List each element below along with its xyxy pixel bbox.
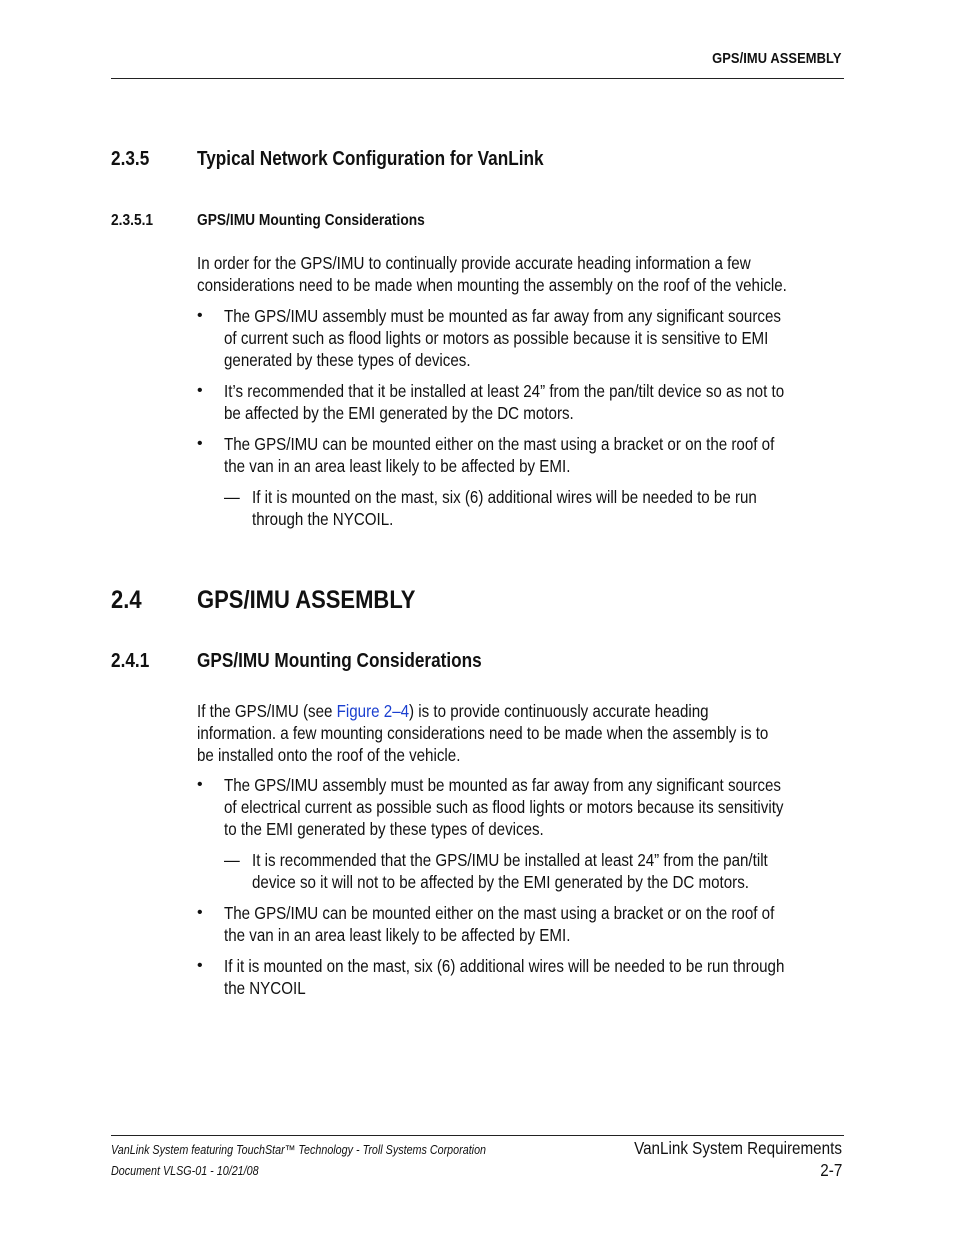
bullet-marker: •	[197, 904, 203, 921]
footer-product-line: VanLink System featuring TouchStar™ Technology - Troll Systems Corporation	[111, 1143, 487, 1157]
text-line: It’s recommended that it be installed at least 24” from the pan/tilt device so as not to	[224, 381, 785, 401]
bullet-marker: •	[197, 382, 203, 399]
bullet-item	[224, 902, 860, 946]
intro-text-after-link: ) is to provide continuously accurate heading	[409, 701, 709, 721]
sub-bullet-item	[252, 849, 848, 893]
text-line: of current such as flood lights or motors as possible because it is sensitive to EMI	[224, 328, 769, 348]
text-line: through the NYCOIL.	[252, 509, 394, 529]
text-line: device so it will not to be affected by the EMI generated by the DC motors.	[252, 872, 749, 892]
text-line: the van in an area least likely to be affected by EMI.	[224, 925, 571, 945]
section-heading-2-3-5-1: GPS/IMU Mounting Considerations	[197, 212, 425, 229]
header-rule	[111, 78, 844, 79]
text-line: If it is mounted on the mast, six (6) additional wires will be needed to be run through	[224, 956, 785, 976]
text-line	[197, 700, 768, 722]
page-number: 2-7	[819, 1160, 842, 1180]
text-line: The GPS/IMU assembly must be mounted as far away from any significant sources	[224, 306, 781, 326]
footer-rule	[111, 1135, 844, 1136]
bullet-marker: •	[197, 957, 203, 974]
footer-document-id: Document VLSG-01 - 10/21/08	[111, 1164, 259, 1178]
text-line: The GPS/IMU can be mounted either on the mast using a bracket or on the roof of	[224, 903, 775, 923]
text-line: of electrical current as possible such as flood lights or motors because its sensitivity	[224, 797, 784, 817]
text-line: the van in an area least likely to be affected by EMI.	[224, 456, 571, 476]
text-line: be installed onto the roof of the vehicle.	[197, 745, 461, 765]
bullet-item	[224, 433, 860, 477]
intro-text-before-link: If the GPS/IMU (see	[197, 701, 337, 721]
text-line: If it is mounted on the mast, six (6) additional wires will be needed to be run	[252, 487, 757, 507]
text-line: to the EMI generated by these types of devices.	[224, 819, 544, 839]
bullet-item	[224, 955, 872, 999]
bullet-item	[224, 305, 868, 371]
text-line: The GPS/IMU can be mounted either on the mast using a bracket or on the roof of	[224, 434, 775, 454]
text-line: generated by these types of devices.	[224, 350, 471, 370]
bullet-item	[224, 380, 872, 424]
bullet-item	[224, 774, 871, 840]
section-number-2-3-5-1: 2.3.5.1	[111, 212, 154, 229]
figure-2-4-link[interactable]: Figure 2–4	[336, 701, 410, 721]
text-line: In order for the GPS/IMU to continually provide accurate heading information a few	[197, 253, 751, 273]
section-heading-2-4: GPS/IMU ASSEMBLY	[197, 586, 416, 614]
intro-paragraph-2-4-1	[197, 700, 858, 766]
bullet-marker: •	[197, 776, 203, 793]
bullet-marker: •	[197, 435, 203, 452]
section-heading-2-4-1: GPS/IMU Mounting Considerations	[197, 650, 482, 672]
footer-chapter-title: VanLink System Requirements	[634, 1138, 842, 1158]
bullet-marker: •	[197, 307, 203, 324]
text-line: the NYCOIL	[224, 978, 306, 998]
text-line: be affected by the EMI generated by the DC motors.	[224, 403, 574, 423]
section-heading-2-3-5: Typical Network Configuration for VanLink	[197, 148, 544, 170]
text-line: information. a few mounting considerations need to be made when the assembly is to	[197, 723, 769, 743]
section-number-2-4: 2.4	[111, 586, 142, 614]
running-header-title: GPS/IMU ASSEMBLY	[712, 50, 842, 67]
sub-bullet-item	[252, 486, 836, 530]
text-line: considerations need to be made when mounting the assembly on the roof of the vehicle.	[197, 275, 787, 295]
section-number-2-4-1: 2.4.1	[111, 650, 150, 672]
text-line: The GPS/IMU assembly must be mounted as far away from any significant sources	[224, 775, 781, 795]
text-line: It is recommended that the GPS/IMU be installed at least 24” from the pan/tilt	[252, 850, 768, 870]
dash-marker: —	[224, 487, 240, 507]
intro-paragraph-2-3-5-1	[197, 252, 879, 296]
dash-marker: —	[224, 850, 240, 870]
section-number-2-3-5: 2.3.5	[111, 148, 150, 170]
